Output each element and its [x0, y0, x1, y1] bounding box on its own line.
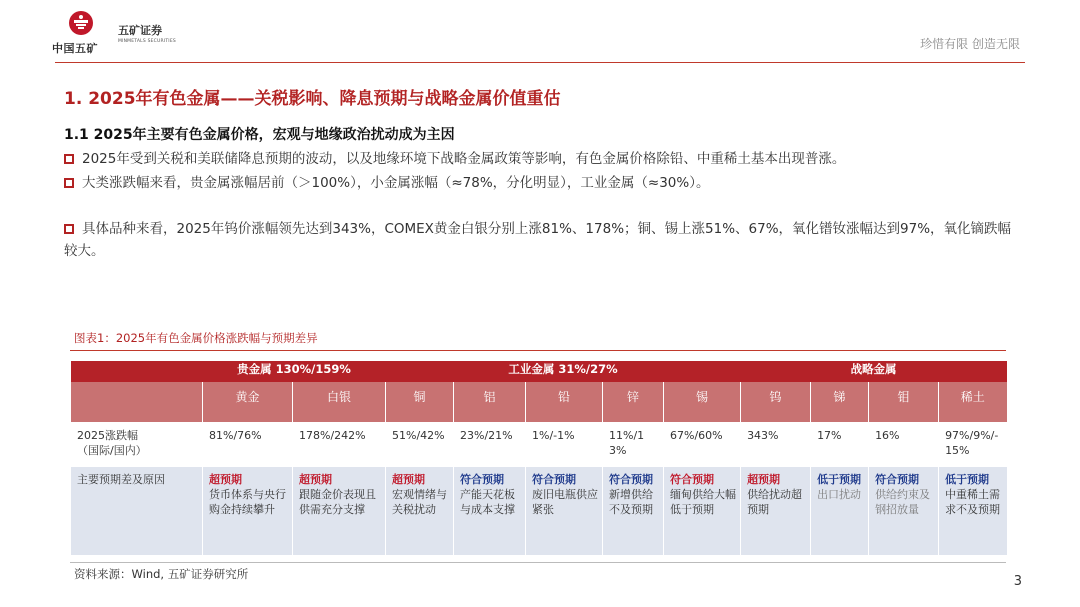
bullet-text: 大类涨跌幅来看，贵金属涨幅居前（＞100%），小金属涨幅（≈78%，分化明显），工业金属（≈30%）。 [82, 175, 710, 191]
square-bullet-icon [64, 224, 74, 234]
change-cell: 16% [869, 422, 939, 467]
metal-zinc: 锌 [603, 382, 664, 422]
bullet-point [64, 148, 1034, 170]
header-blank-cell [71, 361, 203, 382]
page-number: 3 [1013, 574, 1022, 589]
change-cell: 17% [811, 422, 869, 467]
expectation-tag: 超预期 [299, 473, 332, 486]
expectation-tag: 超预期 [392, 473, 426, 486]
expectation-reason: 缅甸供给大幅低于预期 [670, 488, 737, 516]
expectation-reason: 供给扰动超预期 [747, 488, 803, 516]
expectation-tag: 低于预期 [817, 473, 862, 486]
section-subtitle: 1.1 2025年主要有色金属价格，宏观与地缘政治扰动成为主因 [64, 127, 455, 143]
expectation-tag: 符合预期 [609, 473, 654, 486]
expectation-reason: 货币体系与央行购金持续攀升 [209, 488, 286, 516]
metal-lead: 铅 [526, 382, 603, 422]
header-blank-cell [71, 382, 203, 422]
row-label-change: 2025涨跌幅 （国际/国内） [71, 422, 203, 467]
logo-securities-cn: 五矿证券 [118, 24, 162, 37]
bullet-text: 具体品种来看，2025年钨价涨幅领先达到343%，COMEX黄金白银分别上涨81%、178%；铜、锡上涨51%、67%，氧化镨钕涨幅达到97%，氧化镝跌幅较大。 [64, 221, 1012, 259]
logo-securities-en: MINMETALS SECURITIES [118, 39, 176, 44]
bullet-text: 2025年受到关税和美联储降息预期的波动，以及地缘环境下战略金属政策等影响，有色金属价格除铅、中重稀土基本出现普涨。 [82, 151, 846, 167]
expectation-cell [741, 467, 811, 555]
expectation-cell [454, 467, 526, 555]
expectation-tag: 符合预期 [460, 473, 505, 486]
metal-copper: 铜 [386, 382, 454, 422]
expectation-tag: 符合预期 [875, 473, 920, 486]
minmetals-securities-logo [118, 22, 176, 44]
minmetals-emblem-icon [68, 10, 94, 36]
metal-gold: 黄金 [203, 382, 293, 422]
change-cell: 81%/76% [203, 422, 293, 467]
bullet-point [64, 218, 1014, 262]
expectation-cell [386, 467, 454, 555]
figure-divider [70, 350, 1006, 351]
change-cell: 11%/13% [603, 422, 664, 467]
expectation-reason: 供给约束及钢招放量 [875, 488, 931, 516]
metal-silver: 白银 [293, 382, 386, 422]
slogan: 珍惜有限 创造无限 [920, 37, 1020, 51]
bullet-point [64, 172, 1034, 194]
expectation-tag: 符合预期 [532, 473, 577, 486]
expectation-row [71, 467, 1007, 555]
expectation-tag: 超预期 [209, 473, 242, 486]
header-divider [55, 62, 1025, 63]
source-divider [70, 562, 1006, 563]
figure-caption: 图表1：2025年有色金属价格涨跌幅与预期差异 [74, 331, 318, 345]
expectation-tag: 符合预期 [670, 473, 715, 486]
metal-price-table [70, 361, 1007, 555]
change-cell: 23%/21% [454, 422, 526, 467]
change-cell: 51%/42% [386, 422, 454, 467]
expectation-reason: 出口扰动 [817, 488, 862, 501]
expectation-cell [526, 467, 603, 555]
expectation-tag: 超预期 [747, 473, 781, 486]
metal-tungsten: 钨 [741, 382, 811, 422]
expectation-cell [293, 467, 386, 555]
page-header [0, 0, 1080, 62]
page-title: 1. 2025年有色金属——关税影响、降息预期与战略金属价值重估 [64, 89, 561, 109]
expectation-reason: 废旧电瓶供应紧张 [532, 488, 599, 516]
expectation-cell [664, 467, 741, 555]
change-cell: 343% [741, 422, 811, 467]
metal-molybdenum: 钼 [869, 382, 939, 422]
category-header-row [71, 361, 1007, 382]
square-bullet-icon [64, 154, 74, 164]
expectation-reason: 宏观情绪与关税扰动 [392, 488, 448, 516]
change-cell: 1%/-1% [526, 422, 603, 467]
expectation-cell [939, 467, 1007, 555]
china-minmetals-logo [52, 10, 112, 56]
expectation-tag: 低于预期 [945, 473, 990, 486]
change-cell: 67%/60% [664, 422, 741, 467]
source-note: 资料来源：Wind, 五矿证券研究所 [74, 567, 249, 581]
row-label-expectation: 主要预期差及原因 [71, 467, 203, 555]
expectation-reason: 新增供给不及预期 [609, 488, 654, 516]
expectation-cell [603, 467, 664, 555]
square-bullet-icon [64, 178, 74, 188]
category-strategic-metals: 战略金属 [741, 361, 1007, 382]
logo-group-name: 中国五矿 [52, 42, 98, 55]
change-cell: 178%/242% [293, 422, 386, 467]
metal-aluminum: 铝 [454, 382, 526, 422]
metal-header-row [71, 382, 1007, 422]
expectation-cell [811, 467, 869, 555]
change-row [71, 422, 1007, 467]
expectation-reason: 产能天花板与成本支撑 [460, 488, 516, 516]
category-industrial-metals: 工业金属 31%/27% [386, 361, 741, 382]
metal-antimony: 锑 [811, 382, 869, 422]
metal-rare-earth: 稀土 [939, 382, 1007, 422]
expectation-cell [203, 467, 293, 555]
change-cell: 97%/9%/-15% [939, 422, 1007, 467]
expectation-reason: 跟随金价表现且供需充分支撑 [299, 488, 376, 516]
metal-tin: 锡 [664, 382, 741, 422]
expectation-cell [869, 467, 939, 555]
category-precious-metals: 贵金属 130%/159% [203, 361, 386, 382]
expectation-reason: 中重稀土需求不及预期 [945, 488, 1001, 516]
